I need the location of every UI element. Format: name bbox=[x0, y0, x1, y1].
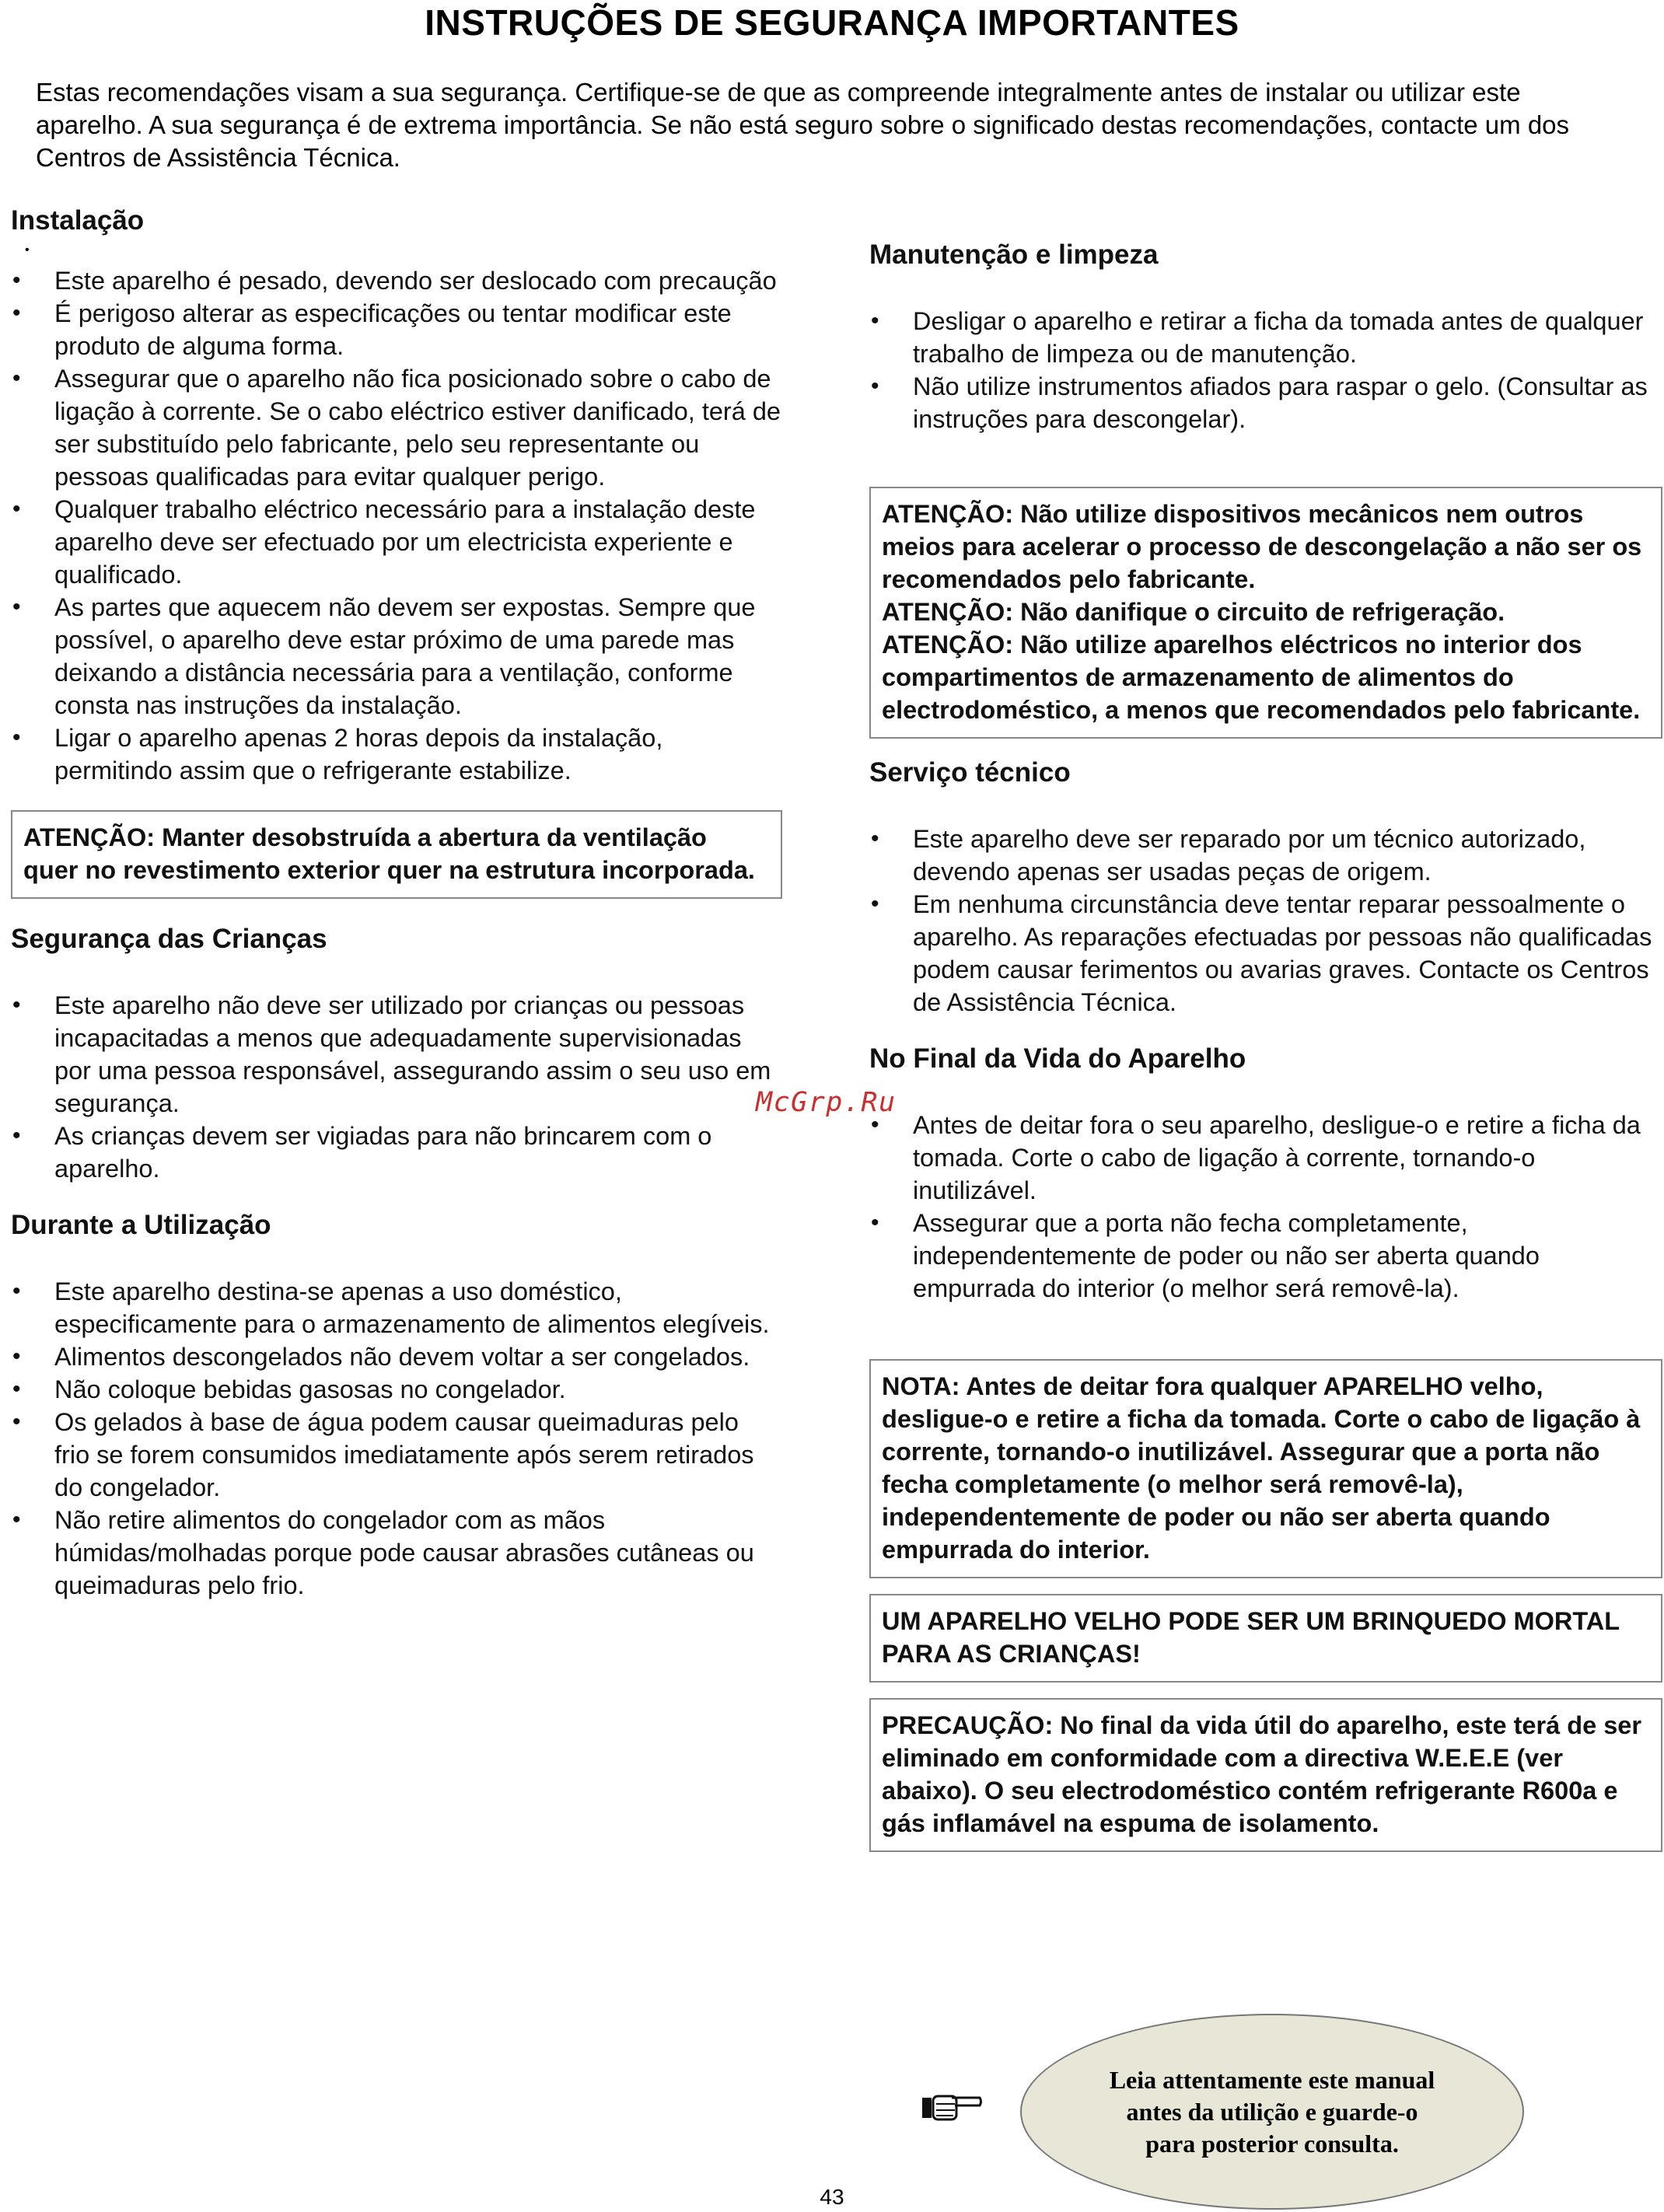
list-item: • Não coloque bebidas gasosas no congelador. bbox=[11, 1373, 781, 1406]
right-column bbox=[869, 238, 1662, 1852]
list-item: • As partes que aquecem não devem ser expostas. Sempre que possível, o aparelho deve estar próximo de uma parede mas deixando a distância necessária para a ventilação, conforme consta nas instruções da instalação. bbox=[11, 591, 781, 722]
warning-line: ATENÇÃO: Não utilize dispositivos mecânicos nem outros meios para acelerar o processo de descongelação a não ser os recomendados pelo fabricante. bbox=[882, 500, 1642, 593]
installation-heading: Instalação bbox=[11, 205, 145, 236]
list-item: • Este aparelho deve ser reparado por um técnico autorizado, devendo apenas ser usadas peças de origem. bbox=[869, 823, 1662, 888]
list-item: • As crianças devem ser vigiadas para não brincarem com o aparelho. bbox=[11, 1120, 781, 1185]
list-item: • Este aparelho destina-se apenas a uso doméstico, especificamente para o armazenamento de alimentos elegíveis. bbox=[11, 1275, 781, 1340]
list-item: • Assegurar que a porta não fecha completamente, independentemente de poder ou não ser aberta quando empurrada do interior (o melhor será removê-la). bbox=[869, 1207, 1662, 1305]
list-item: • Não retire alimentos do congelador com as mãos húmidas/molhadas porque pode causar abrasões cutâneas ou queimaduras pelo frio. bbox=[11, 1504, 781, 1602]
service-list bbox=[869, 823, 1662, 1019]
ventilation-warning: ATENÇÃO: Manter desobstruída a abertura da ventilação quer no revestimento exterior quer na estrutura incorporada. bbox=[23, 823, 755, 884]
list-item: • Qualquer trabalho eléctrico necessário para a instalação deste aparelho deve ser efectuado por um electricista experiente e qualificado. bbox=[11, 493, 781, 591]
list-item: • Antes de deitar fora o seu aparelho, desligue-o e retire a ficha da tomada. Corte o cabo de ligação à corrente, tornando-o inutilizável. bbox=[869, 1109, 1662, 1207]
ventilation-warning-box bbox=[11, 810, 782, 899]
service-heading: Serviço técnico bbox=[869, 757, 1071, 788]
list-item: • Assegurar que o aparelho não fica posicionado sobre o cabo de ligação à corrente. Se o cabo eléctrico estiver danificado, terá de ser substituído pelo fabricante, pelo seu representante ou pessoas qualificadas para evitar qualquer perigo. bbox=[11, 362, 781, 493]
list-item: • Este aparelho é pesado, devendo ser deslocado com precaução bbox=[11, 264, 781, 297]
warning-line: ATENÇÃO: Não utilize aparelhos eléctricos no interior dos compartimentos de armazenamento de alimentos do electrodoméstico, a menos que recomendados pelo fabricante. bbox=[882, 631, 1641, 724]
defrost-warning-box bbox=[869, 487, 1662, 739]
warning-line: ATENÇÃO: Não danifique o circuito de refrigeração. bbox=[882, 598, 1505, 626]
installation-list bbox=[11, 264, 781, 787]
list-item: • Os gelados à base de água podem causar queimaduras pelo frio se forem consumidos imediatamente após serem retirados do congelador. bbox=[11, 1406, 781, 1504]
list-item: • Desligar o aparelho e retirar a ficha da tomada antes de qualquer trabalho de limpeza ou de manutenção. bbox=[869, 305, 1662, 370]
intro-paragraph: Estas recomendações visam a sua segurança. Certifique-se de que as compreende integralmente antes de instalar ou utilizar este aparelho. A sua segurança é de extrema importância. Se não está seguro sobre o significado destas recomendações, contacte um dos Centros de Assistência Técnica. bbox=[36, 78, 1570, 172]
maintenance-list bbox=[869, 305, 1662, 435]
usage-list bbox=[11, 1275, 781, 1602]
list-item: • Em nenhuma circunstância deve tentar reparar pessoalmente o aparelho. As reparações efectuadas por pessoas não qualificadas podem causar ferimentos ou avarias graves. Contacte os Centros de Assistência Técnica. bbox=[869, 888, 1662, 1019]
list-item: • Não utilize instrumentos afiados para raspar o gelo. (Consultar as instruções para descongelar). bbox=[869, 370, 1662, 435]
disposal-note-box bbox=[869, 1359, 1662, 1578]
pointing-hand-icon bbox=[921, 2088, 983, 2123]
reminder-oval bbox=[1020, 2014, 1524, 2210]
list-item: • Alimentos descongelados não devem voltar a ser congelados. bbox=[11, 1340, 781, 1373]
weee-caution: PRECAUÇÃO: No final da vida útil do aparelho, este terá de ser eliminado em conformidade com a directiva W.E.E.E (ver abaixo). O seu electrodoméstico contém refrigerante R600a e gás inflamável na espuma de isolamento. bbox=[882, 1711, 1642, 1837]
left-column bbox=[11, 204, 781, 1602]
danger-notice: UM APARELHO VELHO PODE SER UM BRINQUEDO MORTAL PARA AS CRIANÇAS! bbox=[882, 1607, 1620, 1668]
weee-caution-box bbox=[869, 1698, 1662, 1852]
maintenance-heading: Manutenção e limpeza bbox=[869, 239, 1159, 270]
usage-heading: Durante a Utilização bbox=[11, 1210, 271, 1240]
small-bullet-mark: • bbox=[25, 243, 30, 257]
list-item: • É perigoso alterar as especificações ou tentar modificar este produto de alguma forma. bbox=[11, 297, 781, 362]
page-title: INSTRUÇÕES DE SEGURANÇA IMPORTANTES bbox=[425, 2, 1239, 43]
disposal-note: NOTA: Antes de deitar fora qualquer APARELHO velho, desligue-o e retire a ficha da tomada. Corte o cabo de ligação à corrente, tornando-o inutilizável. Assegurar que a porta não fecha completamente (o melhor será removê-la), independentemente de poder ou não ser aberta quando empurrada do interior. bbox=[882, 1372, 1641, 1564]
children-safety-heading: Segurança das Crianças bbox=[11, 924, 327, 954]
children-safety-list bbox=[11, 989, 781, 1185]
danger-notice-box bbox=[869, 1594, 1662, 1683]
end-of-life-heading: No Final da Vida do Aparelho bbox=[869, 1043, 1246, 1074]
page-number: 43 bbox=[820, 2185, 844, 2209]
end-of-life-list bbox=[869, 1109, 1662, 1305]
list-item: • Ligar o aparelho apenas 2 horas depois da instalação, permitindo assim que o refrigerante estabilize. bbox=[11, 722, 781, 787]
reminder-text: Leia attentamente este manual antes da utilição e guarde-o para posterior consulta. bbox=[1109, 2065, 1435, 2158]
list-item: • Este aparelho não deve ser utilizado por crianças ou pessoas incapacitadas a menos que adequadamente supervisionadas por uma pessoa responsável, assegurando assim o seu uso em segurança. bbox=[11, 989, 781, 1120]
watermark: McGrp.Ru bbox=[756, 1087, 897, 1118]
